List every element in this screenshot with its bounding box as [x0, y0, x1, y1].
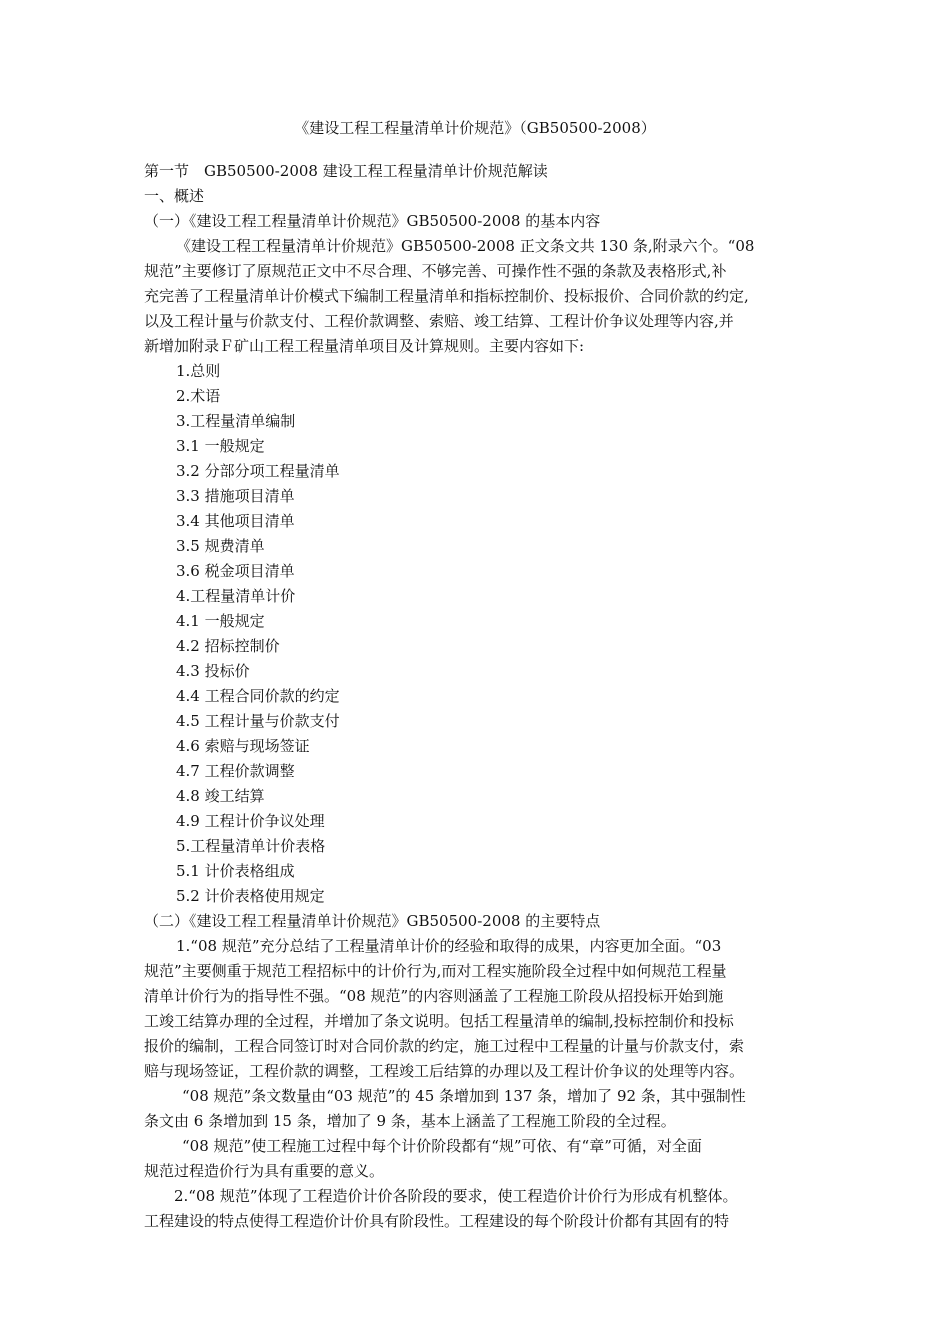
paragraph-line: 新增加附录Ｆ矿山工程工程量清单项目及计算规则。主要内容如下: [144, 337, 585, 355]
contents-item: 5.2 计价表格使用规定 [176, 887, 325, 905]
contents-item: 3.2 分部分项工程量清单 [176, 462, 340, 480]
contents-item: 3.6 税金项目清单 [176, 562, 295, 580]
feature-one-paragraph [144, 934, 812, 1084]
contents-item: 3.4 其他项目清单 [176, 512, 295, 530]
contents-item: 3.5 规费清单 [176, 537, 265, 555]
part-one-heading: 一、概述 [144, 187, 205, 205]
paragraph-line: 报价的编制，工程合同签订时对合同价款的约定，施工过程中工程量的计量与价款支付，索 [144, 1037, 745, 1055]
contents-item: 4.7 工程价款调整 [176, 762, 295, 780]
feature-one-count-paragraph [144, 1084, 812, 1134]
paragraph-line: “08 规范”使工程施工过程中每个计价阶段都有“规”可依、有“章”可循，对全面 [182, 1137, 702, 1155]
feature-two-paragraph [144, 1184, 812, 1234]
paragraph-line: 充完善了工程量清单计价模式下编制工程量清单和指标控制价、投标报价、合同价款的约定, [144, 287, 749, 305]
paragraph-line: 规范”主要侧重于规范工程招标中的计价行为,而对工程实施阶段全过程中如何规范工程量 [144, 962, 727, 980]
subsection-two-heading: （二）《建设工程工程量清单计价规范》GB50500-2008 的主要特点 [144, 912, 601, 930]
paragraph-line: 工程建设的特点使得工程造价计价具有阶段性。工程建设的每个阶段计价都有其固有的特 [144, 1212, 730, 1230]
contents-item: 2.术语 [176, 387, 221, 405]
contents-item: 4.3 投标价 [176, 662, 250, 680]
paragraph-line: 工竣工结算办理的全过程，并增加了条文说明。包括工程量清单的编制,投标控制价和投标 [144, 1012, 734, 1030]
contents-list [144, 359, 812, 909]
paragraph-line: 赔与现场签证，工程价款的调整，工程竣工后结算的办理以及工程计价争议的处理等内容。 [144, 1062, 745, 1080]
contents-item: 3.1 一般规定 [176, 437, 265, 455]
contents-item: 1.总则 [176, 362, 221, 380]
feature-one-meaning-paragraph [144, 1134, 812, 1184]
contents-item: 5.工程量清单计价表格 [176, 837, 326, 855]
contents-item: 5.1 计价表格组成 [176, 862, 295, 880]
contents-item: 4.8 竣工结算 [176, 787, 265, 805]
contents-item: 3.工程量清单编制 [176, 412, 296, 430]
contents-item: 4.4 工程合同价款的约定 [176, 687, 340, 705]
paragraph-line: “08 规范”条文数量由“03 规范”的 45 条增加到 137 条，增加了 92 条，其中强制性 [182, 1087, 746, 1105]
contents-item: 4.5 工程计量与价款支付 [176, 712, 340, 730]
paragraph-line: 条文由 6 条增加到 15 条，增加了 9 条，基本上涵盖了工程施工阶段的全过程。 [144, 1112, 676, 1130]
contents-item: 4.2 招标控制价 [176, 637, 280, 655]
paragraph-line: 1.“08 规范”充分总结了工程量清单计价的经验和取得的成果，内容更加全面。“03 [176, 937, 722, 955]
section-heading: 第一节 GB50500-2008 建设工程工程量清单计价规范解读 [144, 162, 548, 180]
contents-item: 4.工程量清单计价 [176, 587, 296, 605]
paragraph-line: 清单计价行为的指导性不强。“08 规范”的内容则涵盖了工程施工阶段从招投标开始到施 [144, 987, 724, 1005]
contents-item: 4.1 一般规定 [176, 612, 265, 630]
paragraph-line: 2.“08 规范”体现了工程造价计价各阶段的要求，使工程造价计价行为形成有机整体。 [174, 1187, 738, 1205]
paragraph-line: 《建设工程工程量清单计价规范》GB50500-2008 正文条文共 130 条,附录六个。“08 [176, 237, 755, 255]
subsection-one-heading: （一）《建设工程工程量清单计价规范》GB50500-2008 的基本内容 [144, 212, 601, 230]
paragraph-line: 规范”主要修订了原规范正文中不尽合理、不够完善、可操作性不强的条款及表格形式,补 [144, 262, 727, 280]
contents-item: 3.3 措施项目清单 [176, 487, 295, 505]
paragraph-line: 规范过程造价行为具有重要的意义。 [144, 1162, 385, 1180]
document-title: 《建设工程工程量清单计价规范》（GB50500-2008） [294, 119, 656, 137]
document-body [144, 159, 812, 1234]
intro-paragraph [144, 234, 812, 359]
contents-item: 4.9 工程计价争议处理 [176, 812, 325, 830]
contents-item: 4.6 索赔与现场签证 [176, 737, 310, 755]
paragraph-line: 以及工程计量与价款支付、工程价款调整、索赔、竣工结算、工程计价争议处理等内容,并 [144, 312, 734, 330]
